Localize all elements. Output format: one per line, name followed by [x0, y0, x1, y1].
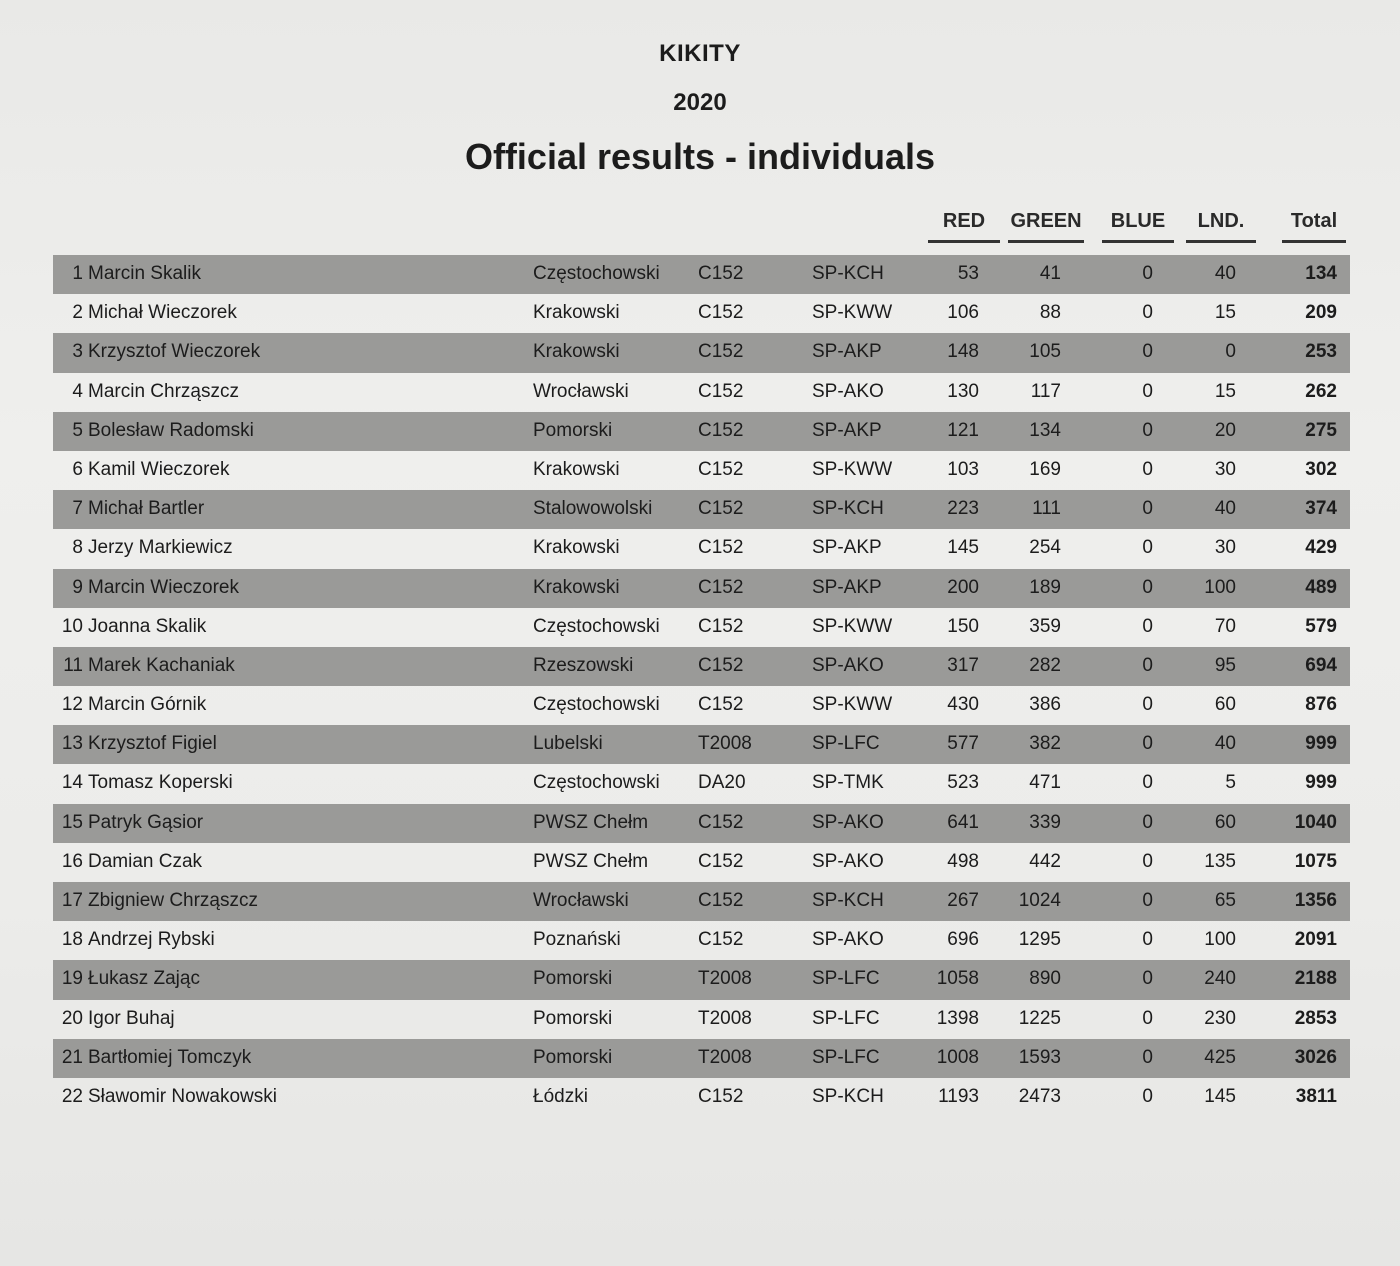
aircraft-type-cell: C152 [698, 850, 744, 872]
total-score-cell: 2853 [1294, 1007, 1337, 1029]
registration-cell: SP-AKO [812, 654, 884, 676]
registration-cell: SP-LFC [812, 968, 880, 990]
pilot-name-cell: Krzysztof Figiel [88, 733, 217, 755]
total-score-cell: 275 [1305, 419, 1337, 441]
registration-cell: SP-AKO [812, 380, 884, 402]
table-row [53, 764, 1350, 803]
blue-score-cell: 0 [1142, 654, 1153, 676]
total-score-cell: 694 [1305, 654, 1337, 676]
club-cell: Pomorski [533, 968, 613, 990]
blue-score-cell: 0 [1142, 694, 1153, 716]
red-score-cell: 106 [947, 302, 979, 324]
green-score-cell: 1593 [1018, 1046, 1061, 1068]
table-row [53, 569, 1350, 608]
table-row [53, 882, 1350, 921]
table-row [53, 921, 1350, 960]
total-score-cell: 134 [1305, 263, 1337, 284]
red-score-cell: 523 [947, 772, 979, 794]
pilot-name-cell: Jerzy Markiewicz [88, 537, 233, 559]
green-score-cell: 111 [1032, 498, 1061, 520]
position-cell: 20 [61, 1007, 83, 1029]
blue-score-cell: 0 [1142, 811, 1153, 833]
pilot-name-cell: Tomasz Koperski [88, 772, 233, 794]
club-cell: Pomorski [533, 1007, 613, 1029]
table-row [53, 255, 1350, 294]
landing-score-cell: 60 [1214, 811, 1236, 833]
pilot-name-cell: Patryk Gąsior [88, 811, 204, 833]
landing-score-cell: 30 [1214, 537, 1236, 559]
club-cell: Wrocławski [533, 890, 629, 911]
position-cell: 9 [72, 576, 83, 598]
aircraft-type-cell: DA20 [698, 772, 746, 794]
pilot-name-cell: Marcin Skalik [88, 263, 201, 284]
aircraft-type-cell: C152 [698, 419, 744, 441]
total-score-cell: 579 [1305, 615, 1337, 637]
pilot-name-cell: Marcin Wieczorek [88, 576, 239, 598]
landing-score-cell: 100 [1204, 576, 1236, 598]
registration-cell: SP-TMK [812, 772, 884, 794]
pilot-name-cell: Damian Czak [88, 850, 203, 872]
red-score-cell: 430 [947, 694, 979, 716]
red-score-cell: 577 [947, 733, 979, 755]
pilot-name-cell: Marcin Chrząszcz [88, 380, 239, 402]
blue-score-cell: 0 [1142, 380, 1153, 402]
column-header-green-label: GREEN [1010, 210, 1082, 232]
total-score-cell: 3026 [1294, 1046, 1337, 1068]
club-cell: Stalowowolski [533, 498, 653, 520]
red-score-cell: 150 [947, 615, 979, 637]
table-row [53, 529, 1350, 568]
total-score-cell: 3811 [1295, 1085, 1337, 1107]
total-score-cell: 2091 [1294, 929, 1337, 951]
table-row [53, 608, 1350, 647]
table-row [53, 1000, 1350, 1039]
table-row [53, 843, 1350, 882]
aircraft-type-cell: C152 [698, 811, 744, 833]
position-cell: 18 [61, 929, 83, 951]
green-score-cell: 890 [1029, 968, 1061, 990]
column-header-blue-label: BLUE [1110, 210, 1166, 232]
column-header-red [928, 210, 1000, 236]
column-header-lnd-label: LND. [1197, 210, 1245, 232]
blue-score-cell: 0 [1142, 772, 1153, 794]
red-score-cell: 121 [947, 419, 979, 441]
green-score-cell: 442 [1029, 850, 1061, 872]
aircraft-type-cell: C152 [698, 1085, 744, 1107]
registration-cell: SP-AKP [812, 537, 882, 559]
club-cell: Lubelski [533, 733, 603, 755]
green-score-cell: 41 [1039, 263, 1061, 284]
registration-cell: SP-KWW [812, 615, 893, 637]
column-header-total-label: Total [1290, 210, 1338, 232]
green-score-cell: 88 [1039, 302, 1061, 324]
landing-score-cell: 95 [1214, 654, 1236, 676]
position-cell: 19 [61, 968, 83, 990]
registration-cell: SP-AKO [812, 929, 884, 951]
registration-cell: SP-AKO [812, 811, 884, 833]
red-score-cell: 1193 [938, 1085, 979, 1107]
pilot-name-cell: Joanna Skalik [88, 615, 207, 637]
total-score-cell: 999 [1305, 733, 1337, 755]
registration-cell: SP-KWW [812, 302, 893, 324]
aircraft-type-cell: C152 [698, 654, 744, 676]
green-score-cell: 1225 [1018, 1007, 1061, 1029]
total-score-cell: 999 [1305, 772, 1337, 794]
club-cell: Łódzki [533, 1085, 588, 1107]
aircraft-type-cell: C152 [698, 458, 744, 480]
red-score-cell: 200 [947, 576, 979, 598]
club-cell: Krakowski [533, 576, 620, 598]
table-row [53, 725, 1350, 764]
green-score-cell: 1295 [1018, 929, 1061, 951]
aircraft-type-cell: C152 [698, 498, 744, 520]
aircraft-type-cell: T2008 [698, 1046, 752, 1068]
pilot-name-cell: Bolesław Radomski [88, 419, 254, 441]
green-score-cell: 105 [1029, 341, 1061, 363]
position-cell: 15 [61, 811, 83, 833]
club-cell: Pomorski [533, 1046, 613, 1068]
green-score-cell: 117 [1030, 380, 1061, 402]
club-cell: Częstochowski [533, 263, 660, 284]
table-row [53, 373, 1350, 412]
column-header-blue-underline [1102, 240, 1174, 243]
green-score-cell: 254 [1029, 537, 1061, 559]
column-header-lnd-underline [1186, 240, 1256, 243]
registration-cell: SP-AKO [812, 850, 884, 872]
pilot-name-cell: Andrzej Rybski [88, 929, 215, 951]
pilot-name-cell: Michał Bartler [88, 498, 205, 520]
red-score-cell: 145 [947, 537, 979, 559]
position-cell: 16 [61, 850, 83, 872]
blue-score-cell: 0 [1142, 537, 1153, 559]
total-score-cell: 2188 [1294, 968, 1337, 990]
landing-score-cell: 65 [1214, 890, 1236, 911]
total-score-cell: 209 [1305, 302, 1337, 324]
position-cell: 5 [72, 419, 83, 441]
position-cell: 1 [72, 263, 83, 284]
total-score-cell: 1075 [1294, 850, 1337, 872]
registration-cell: SP-AKP [812, 576, 882, 598]
red-score-cell: 498 [947, 850, 979, 872]
green-score-cell: 134 [1029, 419, 1061, 441]
registration-cell: SP-AKP [812, 341, 882, 363]
total-score-cell: 1040 [1294, 811, 1337, 833]
position-cell: 21 [61, 1046, 83, 1068]
aircraft-type-cell: C152 [698, 929, 744, 951]
column-header-total-underline [1282, 240, 1346, 243]
event-year: 2020 [673, 89, 727, 116]
landing-score-cell: 0 [1225, 341, 1236, 363]
table-row [53, 960, 1350, 999]
table-row [53, 804, 1350, 843]
table-row [53, 1039, 1350, 1078]
club-cell: Rzeszowski [533, 654, 634, 676]
landing-score-cell: 230 [1204, 1007, 1236, 1029]
registration-cell: SP-KWW [812, 458, 893, 480]
registration-cell: SP-KCH [812, 1085, 884, 1107]
club-cell: PWSZ Chełm [533, 811, 649, 833]
pilot-name-cell: Bartłomiej Tomczyk [88, 1046, 252, 1068]
blue-score-cell: 0 [1142, 341, 1153, 363]
red-score-cell: 53 [957, 263, 979, 284]
green-score-cell: 282 [1029, 654, 1061, 676]
blue-score-cell: 0 [1142, 968, 1153, 990]
total-score-cell: 262 [1305, 380, 1337, 402]
red-score-cell: 696 [947, 929, 979, 951]
event-name: KIKITY [659, 40, 741, 67]
pilot-name-cell: Zbigniew Chrząszcz [88, 890, 258, 911]
position-cell: 7 [72, 498, 83, 520]
pilot-name-cell: Michał Wieczorek [88, 302, 237, 324]
column-header-total [1282, 210, 1346, 236]
landing-score-cell: 240 [1204, 968, 1236, 990]
table-row [53, 490, 1350, 529]
pilot-name-cell: Sławomir Nowakowski [88, 1085, 277, 1107]
position-cell: 8 [72, 537, 83, 559]
total-score-cell: 253 [1305, 341, 1337, 363]
position-cell: 13 [61, 733, 83, 755]
column-header-green [1008, 210, 1084, 236]
landing-score-cell: 20 [1214, 419, 1236, 441]
red-score-cell: 641 [947, 811, 979, 833]
position-cell: 22 [61, 1085, 83, 1107]
green-score-cell: 339 [1029, 811, 1061, 833]
total-score-cell: 489 [1305, 576, 1337, 598]
green-score-cell: 1024 [1018, 890, 1061, 911]
aircraft-type-cell: T2008 [698, 968, 752, 990]
position-cell: 4 [72, 380, 83, 402]
column-header-blue [1102, 210, 1174, 236]
green-score-cell: 2473 [1018, 1085, 1061, 1107]
landing-score-cell: 100 [1204, 929, 1236, 951]
aircraft-type-cell: T2008 [698, 1007, 752, 1029]
column-header-lnd [1186, 210, 1256, 236]
landing-score-cell: 5 [1225, 772, 1236, 794]
aircraft-type-cell: C152 [698, 302, 744, 324]
position-cell: 14 [61, 772, 83, 794]
blue-score-cell: 0 [1142, 615, 1153, 637]
position-cell: 10 [61, 615, 83, 637]
table-row [53, 333, 1350, 372]
registration-cell: SP-LFC [812, 1007, 880, 1029]
registration-cell: SP-LFC [812, 733, 880, 755]
landing-score-cell: 135 [1204, 850, 1236, 872]
blue-score-cell: 0 [1142, 929, 1153, 951]
club-cell: Wrocławski [533, 380, 629, 402]
total-score-cell: 1356 [1294, 890, 1337, 911]
blue-score-cell: 0 [1142, 419, 1153, 441]
red-score-cell: 223 [947, 498, 979, 520]
green-score-cell: 386 [1029, 694, 1061, 716]
red-score-cell: 1008 [936, 1046, 979, 1068]
aircraft-type-cell: T2008 [698, 733, 752, 755]
green-score-cell: 189 [1029, 576, 1061, 598]
column-header-red-underline [928, 240, 1000, 243]
column-header-green-underline [1008, 240, 1084, 243]
club-cell: Poznański [533, 929, 621, 951]
blue-score-cell: 0 [1142, 302, 1153, 324]
club-cell: Częstochowski [533, 772, 660, 794]
club-cell: Pomorski [533, 419, 613, 441]
table-row [53, 647, 1350, 686]
table-row [53, 1078, 1350, 1117]
aircraft-type-cell: C152 [698, 576, 744, 598]
blue-score-cell: 0 [1142, 1046, 1153, 1068]
red-score-cell: 103 [947, 458, 979, 480]
landing-score-cell: 40 [1214, 263, 1236, 284]
table-row [53, 451, 1350, 490]
club-cell: Krakowski [533, 302, 620, 324]
blue-score-cell: 0 [1142, 498, 1153, 520]
blue-score-cell: 0 [1142, 850, 1153, 872]
position-cell: 12 [61, 694, 83, 716]
landing-score-cell: 70 [1214, 615, 1236, 637]
table-row [53, 686, 1350, 725]
red-score-cell: 1058 [936, 968, 979, 990]
total-score-cell: 429 [1305, 537, 1337, 559]
landing-score-cell: 40 [1214, 498, 1236, 520]
landing-score-cell: 60 [1214, 694, 1236, 716]
total-score-cell: 302 [1305, 458, 1337, 480]
position-cell: 11 [63, 654, 83, 676]
pilot-name-cell: Marek Kachaniak [88, 654, 235, 676]
results-table [53, 255, 1350, 1117]
registration-cell: SP-KCH [812, 263, 884, 284]
landing-score-cell: 145 [1204, 1085, 1236, 1107]
registration-cell: SP-KWW [812, 694, 893, 716]
aircraft-type-cell: C152 [698, 890, 744, 911]
club-cell: PWSZ Chełm [533, 850, 649, 872]
blue-score-cell: 0 [1142, 458, 1153, 480]
registration-cell: SP-AKP [812, 419, 882, 441]
aircraft-type-cell: C152 [698, 263, 744, 284]
position-cell: 3 [72, 341, 83, 363]
landing-score-cell: 425 [1204, 1046, 1236, 1068]
club-cell: Krakowski [533, 458, 620, 480]
pilot-name-cell: Marcin Górnik [88, 694, 207, 716]
red-score-cell: 148 [947, 341, 979, 363]
green-score-cell: 471 [1029, 772, 1061, 794]
blue-score-cell: 0 [1142, 1085, 1153, 1107]
blue-score-cell: 0 [1142, 733, 1153, 755]
registration-cell: SP-LFC [812, 1046, 880, 1068]
club-cell: Częstochowski [533, 694, 660, 716]
landing-score-cell: 15 [1214, 380, 1236, 402]
position-cell: 17 [61, 890, 83, 911]
landing-score-cell: 30 [1214, 458, 1236, 480]
red-score-cell: 267 [947, 890, 979, 911]
club-cell: Częstochowski [533, 615, 660, 637]
club-cell: Krakowski [533, 341, 620, 363]
club-cell: Krakowski [533, 537, 620, 559]
green-score-cell: 382 [1029, 733, 1061, 755]
blue-score-cell: 0 [1142, 1007, 1153, 1029]
aircraft-type-cell: C152 [698, 615, 744, 637]
total-score-cell: 374 [1305, 498, 1337, 520]
red-score-cell: 130 [947, 380, 979, 402]
page-title: Official results - individuals [464, 136, 936, 177]
blue-score-cell: 0 [1142, 263, 1153, 284]
pilot-name-cell: Kamil Wieczorek [88, 458, 230, 480]
table-row [53, 294, 1350, 333]
green-score-cell: 169 [1029, 458, 1061, 480]
landing-score-cell: 40 [1214, 733, 1236, 755]
aircraft-type-cell: C152 [698, 380, 744, 402]
blue-score-cell: 0 [1142, 576, 1153, 598]
registration-cell: SP-KCH [812, 890, 884, 911]
red-score-cell: 317 [947, 654, 979, 676]
pilot-name-cell: Łukasz Zając [88, 968, 200, 990]
landing-score-cell: 15 [1214, 302, 1236, 324]
position-cell: 6 [72, 458, 83, 480]
aircraft-type-cell: C152 [698, 694, 744, 716]
aircraft-type-cell: C152 [698, 537, 744, 559]
pilot-name-cell: Igor Buhaj [88, 1007, 175, 1029]
registration-cell: SP-KCH [812, 498, 884, 520]
position-cell: 2 [72, 302, 83, 324]
red-score-cell: 1398 [936, 1007, 979, 1029]
table-row [53, 412, 1350, 451]
total-score-cell: 876 [1305, 694, 1337, 716]
green-score-cell: 359 [1029, 615, 1061, 637]
column-header-red-label: RED [942, 210, 986, 232]
aircraft-type-cell: C152 [698, 341, 744, 363]
pilot-name-cell: Krzysztof Wieczorek [88, 341, 261, 363]
blue-score-cell: 0 [1142, 890, 1153, 911]
